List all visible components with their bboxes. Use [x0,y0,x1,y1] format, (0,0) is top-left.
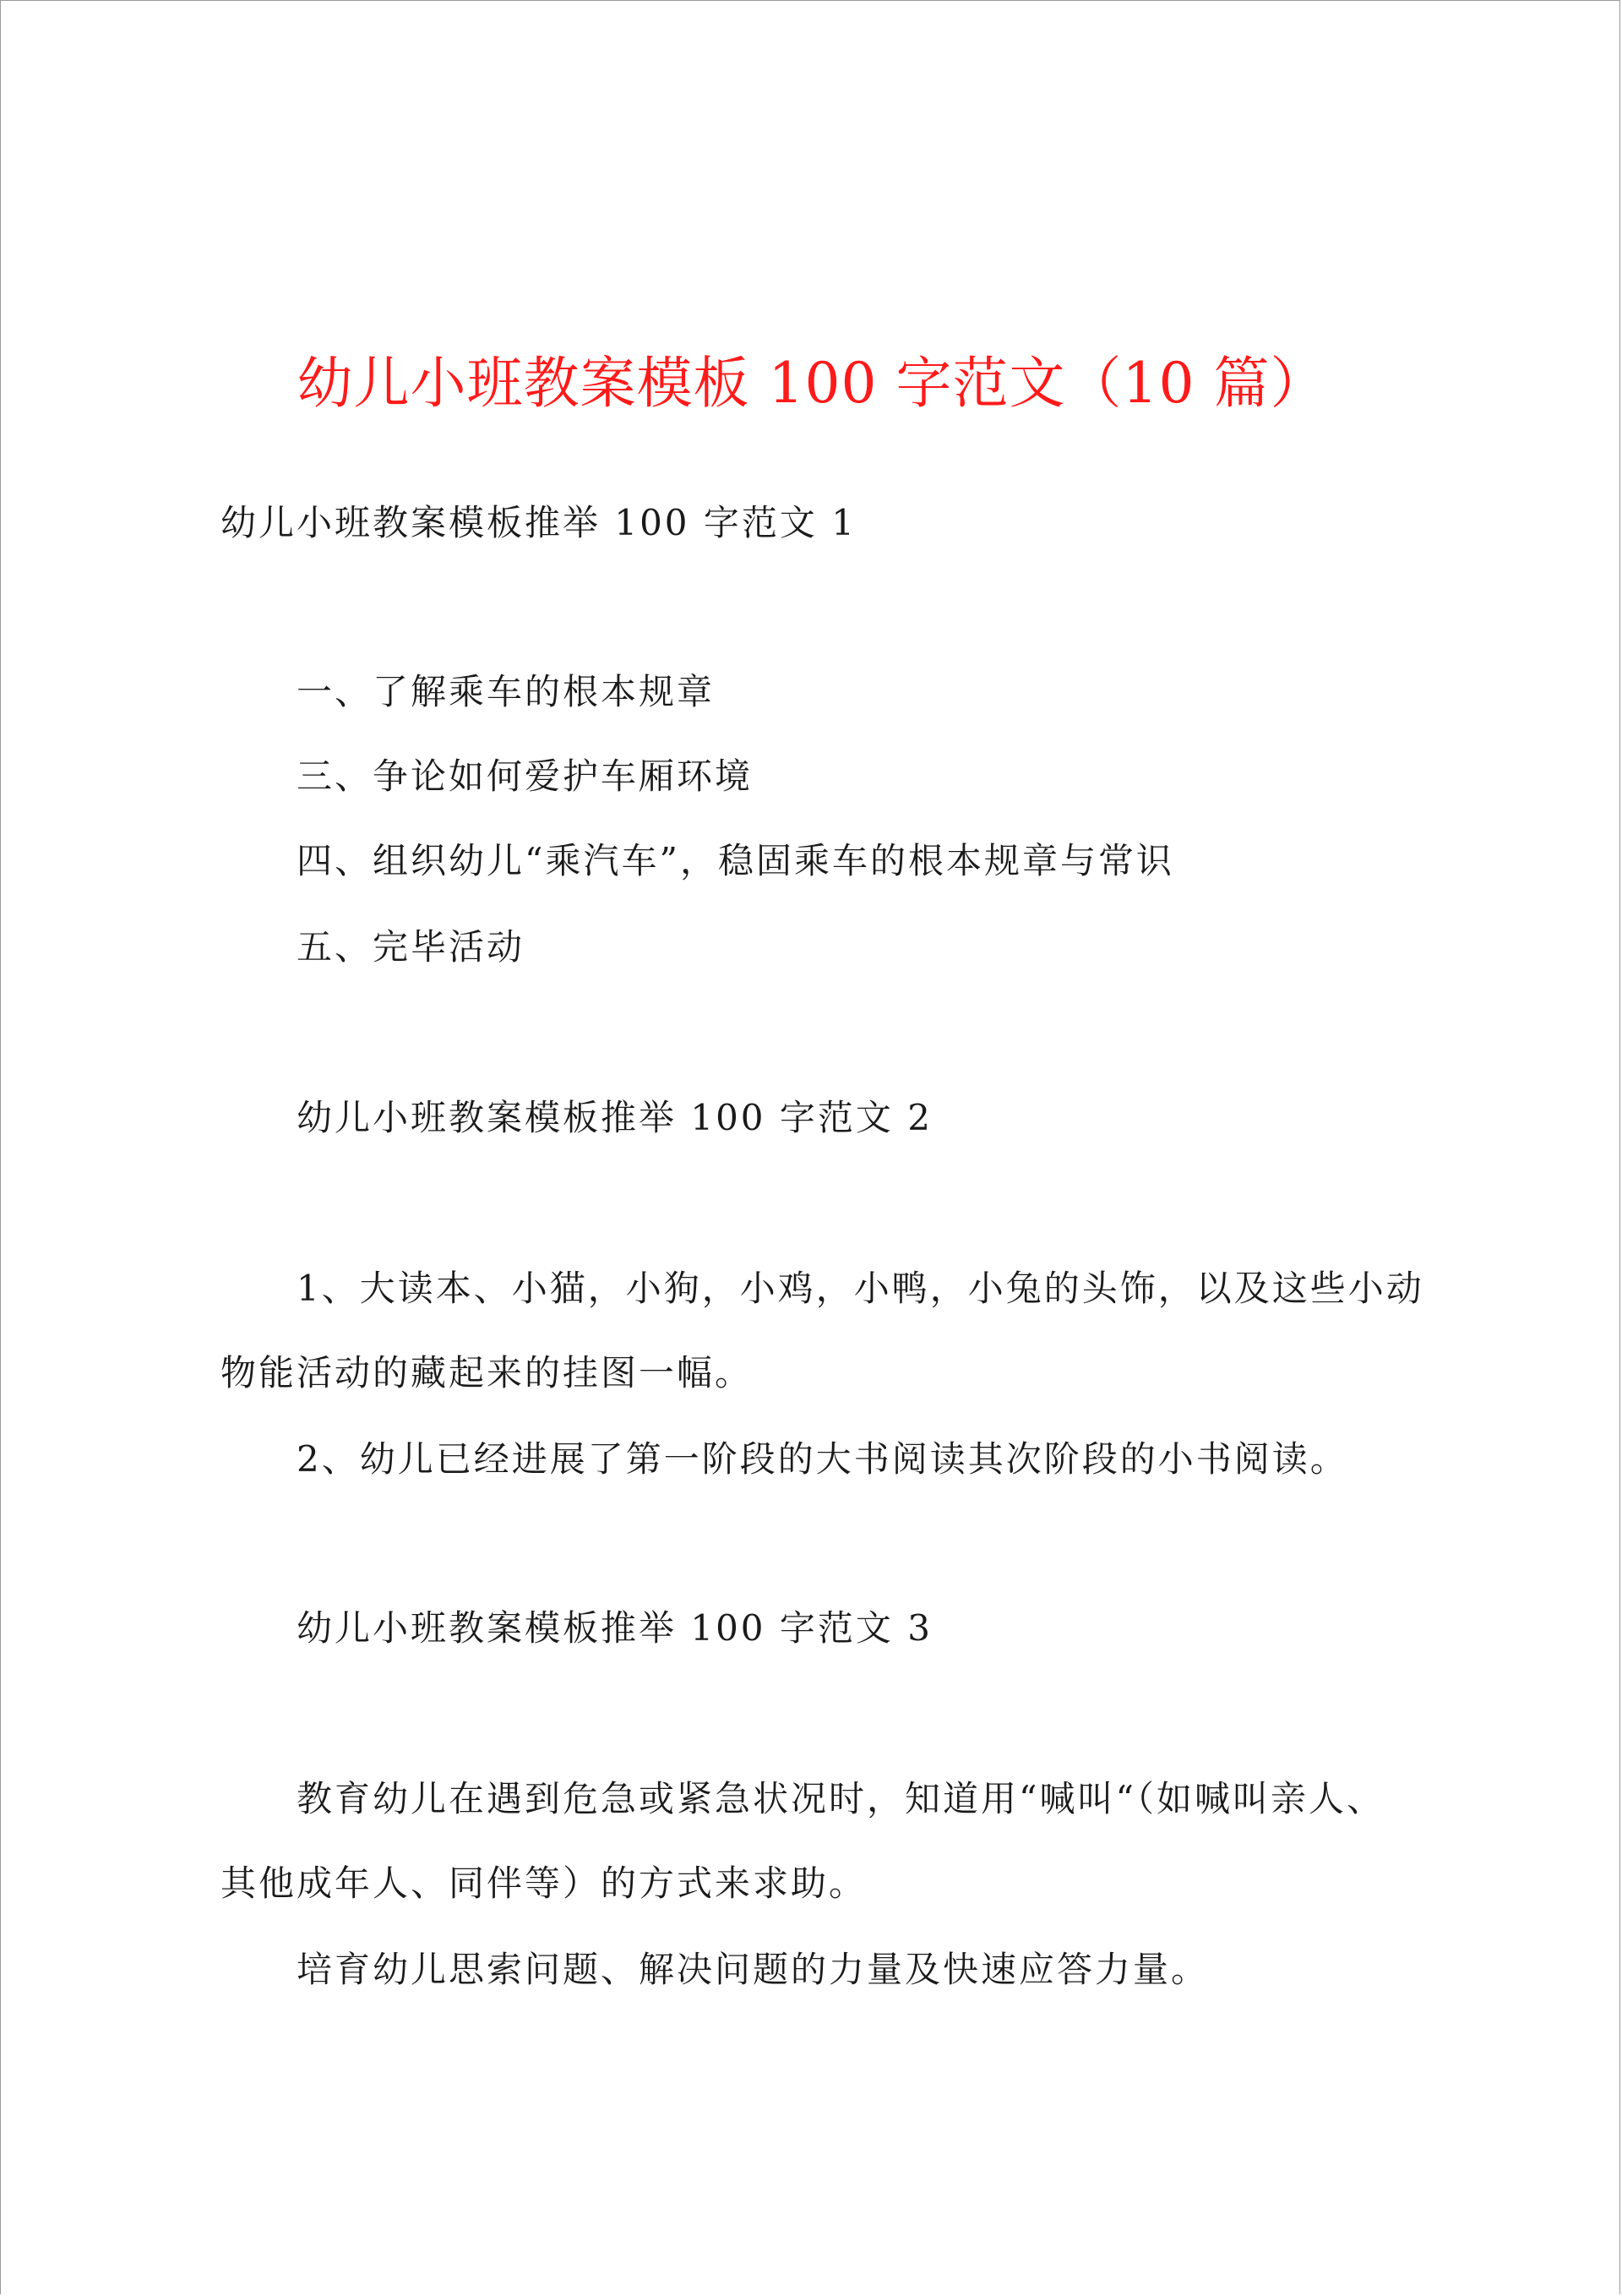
paragraph-line: 教育幼儿在遇到危急或紧急状况时，知道用“喊叫“（如喊叫亲人、 [297,1778,1385,1819]
document-title: 幼儿小班教案模板 100 字范文（10 篇） [297,351,1327,416]
paragraph-line: 其他成年人、同伴等）的方式来求助。 [220,1862,868,1904]
section-heading: 幼儿小班教案模板推举 100 字范文 1 [220,502,857,543]
paragraph-line: 四、组织幼儿“乘汽车”，稳固乘车的根本规章与常识 [297,840,1174,881]
section-heading: 幼儿小班教案模板推举 100 字范文 2 [297,1097,933,1138]
paragraph-line: 物能活动的藏起来的挂图一幅。 [220,1352,754,1393]
paragraph-line: 1、大读本、小猫，小狗，小鸡，小鸭，小兔的头饰，以及这些小动 [297,1268,1424,1309]
paragraph-line: 三、争论如何爱护车厢环境 [297,755,754,797]
section-heading: 幼儿小班教案模板推举 100 字范文 3 [297,1607,933,1649]
paragraph-line: 2、幼儿已经进展了第一阶段的大书阅读其次阶段的小书阅读。 [297,1438,1348,1480]
paragraph-line: 五、完毕活动 [297,926,525,968]
paragraph-line: 培育幼儿思索问题、解决问题的力量及快速应答力量。 [297,1949,1210,1990]
paragraph-line: 一、了解乘车的根本规章 [297,671,716,712]
